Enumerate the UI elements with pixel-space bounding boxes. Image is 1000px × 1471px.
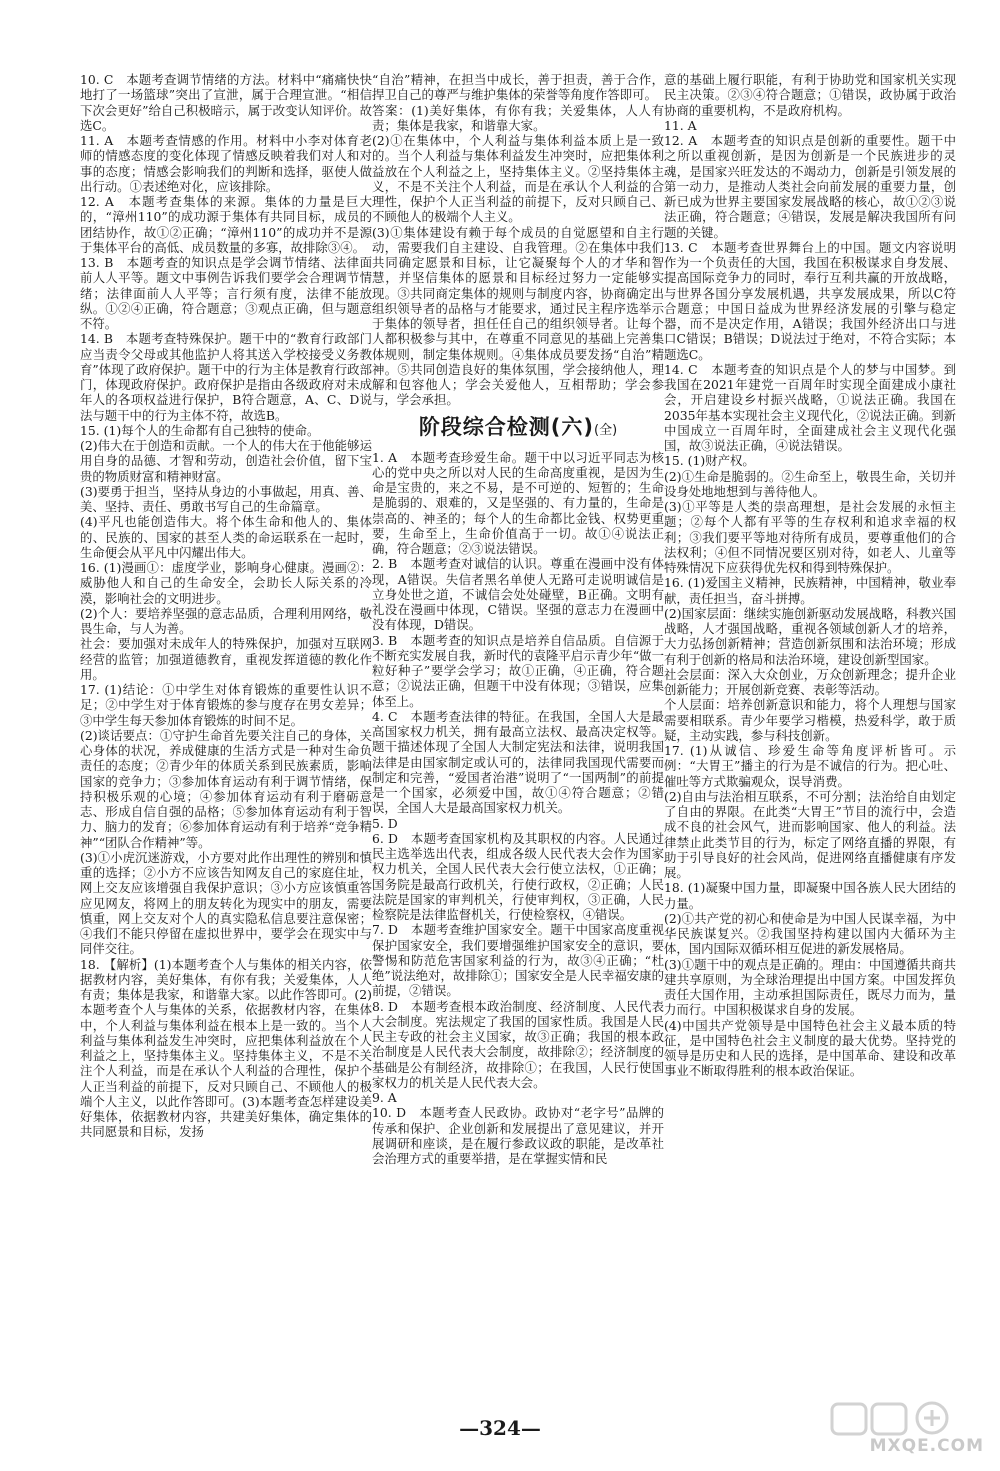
answer-item: (4)中国共产党领导是中国特色社会主义最本质的特征，是中国特色社会主义制度的最大优势。坚持党的领导是历史和人民的选择，是中国革命、建设和改革事业不断取得胜利的根本政治保证。	[664, 1017, 956, 1079]
answer-item: 5. D	[372, 815, 398, 831]
section-title: 阶段综合检测(六)	[418, 414, 595, 439]
answer-item: 13. C 本题考查世界舞台上的中国。题文内容说明作为一个负责任的大国，我国在积极谋求自身发展、提高国际竞争力的同时，奉行互利共赢的开放战略，与世界各国分享发展机遇，共享发展成果，所以C符合题意；中国日益成为世界经济发展的引擎与稳定器，而不是决定作用，A错误；我国外经济出口与进口C错误；B错误；D说法过于绝对，不符合实际；本题选C。	[664, 239, 956, 362]
answer-item: 1. A 本题考查珍爱生命。题干中以习近平同志为核心的党中央之所以对人民的生命高度重视，是因为生命是宝贵的，来之不易，是不可逆的、短暂的；生命是脆弱的、艰难的，又是坚强的、有力量的，生命是崇高的、神圣的；每个人的生命都比金钱、权势更重要，生命至上，生命价值高于一切。故①④说法正确，符合题意；②③说法错误。	[372, 449, 664, 556]
answer-item: (2)自由与法治相互联系，不可分割；法治给自由划定了自由的界限。在此类“大胃王”节目的流行中，会造成不良的社会风气，进而影响国家、他人的利益。法律禁止此类节目的行为，标定了网络直播的界限，有助于引导良好的社会风尚，促进网络直播健康有序发展。	[664, 788, 956, 880]
answer-item: (3)①题干中的观点是正确的。理由：中国遵循共商共建共享原则，为全球治理提出中国方案。中国发挥负责任大国作用，主动承担国际责任，既尽力而为，量力而行。中国积极谋求自身的发展。	[664, 956, 956, 1018]
watermark-logo	[820, 1398, 988, 1462]
answer-item: 意的基础上履行职能，有利于协助党和国家机关实现民主决策。②③④符合题意；①错误，政协属于政治协商的重要机构，不是政府机构。	[664, 72, 956, 118]
answer-item: 个人层面：培养创新意识和能力，将个人理想与国家需要相联系。青少年要学习楷模，热爱科学，敢于质疑，主动实践，参与科技创新。	[664, 697, 956, 743]
answer-item: (2)伟大在于创造和贡献。一个人的伟大在于他能够运用自身的品德、才智和劳动，创造社会价值，留下宝贵的物质财富和精神财富。	[80, 438, 372, 484]
answer-item: 13. B 本题考查的知识点是学会调节情绪、法律面前人人平等。题文中事例告诉我们要学会合理调节情绪；法律面前人人平等；言行须有度，法律不能放纵。①②④正确，符合题意；③观点正确，但与题意不符。	[80, 255, 372, 331]
answer-item: 16. (1)漫画①：虚度学业，影响身心健康。漫画②：威胁他人和自己的生命安全，会助长人际关系的冷漠，影响社会的文明进步。	[80, 560, 372, 606]
column-middle-bottom	[372, 450, 664, 1167]
answer-item: 10. C 本题考查调节情绪的方法。材料中“痛痛快快地打了一场篮球”突出了宣泄，属于合理宣泄。“相信下次会更好”给自己积极暗示，属于改变认知评价。故选C。	[80, 72, 372, 133]
answer-item: 4. C 本题考查法律的特征。在我国，全国人大是最高国家权力机关，拥有最高立法权、最高决定权等。题干描述体现了全国人大制定宪法和法律，说明我国法律是由国家制定或认可的，法律同我国现代需要而制定和完善，“爱国者治港”说明了“一国两制”的前提是一个国家，必须爱中国，故①④符合题意；②错误，全国人大是最高国家权力机关。	[372, 708, 664, 816]
column-left	[80, 72, 372, 1412]
answer-item: 2. B 本题考查对诚信的认识。尊重在漫画中没有体现，A错误。失信者黑名单使人无路可走说明诚信是立身处世之道，不诚信会处处碰壁，B正确。文明有礼没在漫画中体现，C错误。坚强的意志力在漫画中没有体现，D错误。	[372, 556, 664, 633]
answer-item: (2)①生命是脆弱的。②生命至上，敬畏生命，关切并设身处地地想到与善待他人。	[664, 468, 956, 499]
answer-item: 答案：(1)美好集体，有你有我；关爱集体，人人有责；集体是我家，和谐靠大家。	[372, 102, 664, 133]
answer-item: 7. D 本题考查维护国家安全。题干中国家高度重视保护国家安全，我们要增强维护国家安全的意识，要警惕和防范危害国家利益的行为，故③④正确；“杜绝”说法绝对，故排除①；国家安全是人民幸福安康的前提，②错误。	[372, 922, 664, 999]
column-middle	[372, 72, 664, 1412]
answer-item: 3. B 本题考查的知识点是培养自信品质。自信源于不断充实发展自我，新时代的袁隆平启示青少年“做一粒好种子”要学会学习；故①正确，④正确，符合题意；②说法正确，但题干中没有体现；③错误，应集体至上。	[372, 632, 664, 709]
answer-item: 17. (1)结论：①中学生对体育锻炼的重要性认识不足；②中学生对于体育锻炼的参与度存在男女差异；③中学生每天参加体育锻炼的时间不足。	[80, 682, 372, 728]
watermark-text: MXQE.COM	[869, 1436, 984, 1456]
answer-item: 12. A 本题考查的知识点是创新的重要性。题干中之所以重视创新，是因为创新是一个民族进步的灵魂，是国家兴旺发达的不竭动力，创新是引领发展的第一动力，是推动人类社会向前发展的重要力量，创新已成为世界主要国家发展战略的核心，故①②③说法正确，符合题意；④错误，发展是解决我国所有问题的关键。	[664, 133, 956, 240]
answer-item: (2)国家层面：继续实施创新驱动发展战略，科教兴国战略，人才强国战略，重视各领域创新人才的培养，大力弘扬创新精神；营造创新氛围和法治环境；形成有利于创新的格局和法治环境，建设创新型国家。	[664, 605, 956, 667]
section-subtitle: (全)	[594, 422, 618, 438]
answer-item: 10. D 本题考查人民政协。政协对“老字号”品牌的传承和保护、企业创新和发展提出了意见建议，并开展调研和座谈，是在履行参政议政的职能，是改革社会治理方式的重要举措，是在掌握实情和民	[372, 1105, 664, 1166]
answer-item: (2)谈话要点：①守护生命首先要关注自己的身体，关心身体的状况，养成健康的生活方式是一种对生命负责任的态度；②青少年的体质关系到民族素质，影响国家的竞争力；③参加体育运动有利于调节情绪，保持积极乐观的心境；④参加体育运动有利于磨砺意志、形成自信自强的品格；⑤参加体育运动有利于智力、脑力的发育；⑥参加体育运动有利于培养“竞争精神”“团队合作精神”等。	[80, 727, 372, 850]
answer-item: 18. 【解析】(1)本题考查个人与集体的相关内容，依据教材内容，美好集体，有你有我；关爱集体，人人有责；集体是我家，和谐靠大家。以此作答即可。(2)本题考查个人与集体的关系，依据教材内容，在集体中，个人利益与集体利益在根本上是一致的。当个人利益与集体利益发生冲突时，应把集体利益放在个人利益之上，坚持集体主义。坚持集体主义，不是不关注个人利益，而是在承认个人利益的合理性，保护个人正当利益的前提下，反对只顾自己、不顾他人的极端个人主义，以此作答即可。(3)本题考查怎样建设美好集体，依据教材内容，共建美好集体，确定集体的共同愿景和目标，发扬	[80, 956, 372, 1140]
answer-item: 11. A	[664, 117, 697, 133]
column-middle-top	[372, 72, 664, 408]
answer-item: 18. (1)凝聚中国力量，即凝聚中国各族人民大团结的力量。	[664, 880, 956, 911]
answer-item: 8. D 本题考查根本政治制度、经济制度、人民代表大会制度。宪法规定了我国的国家性质。我国是人民民主专政的社会主义国家，故③正确；我国的根本政治制度是人民代表大会制度，故排除②；经济制度的基础是公有制经济，故排除①；在我国，人民行使国家权力的机关是人民代表大会。	[372, 998, 664, 1090]
answer-item: 6. D 本题考查国家机构及其职权的内容。人民通过民主选举选出代表，组成各级人民代表大会作为国家权力机关，全国人民代表大会行使立法权，①正确；国务院是最高行政机关，行使行政权，②正确；人民法院是国家的审判机关，行使审判权，③正确，人民检察院是法律监督机关，行使检察权，④错误。	[372, 830, 664, 922]
answer-item: (3)要勇于担当，坚持从身边的小事做起，用真、善、美、坚持、责任、勇敢书写自己的生命篇章。	[80, 483, 372, 514]
column-right	[664, 72, 956, 1412]
answer-item: 17. (1)从诚信、珍爱生命等角度评析皆可。示例：“大胃王”播主的行为是不诚信的行为。把心吐、催吐等方式欺骗观众，误导消费。	[664, 743, 956, 789]
answer-item: 15. (1)财产权。	[664, 453, 755, 469]
answer-item: (2)个人：要培养坚强的意志品质，合理利用网络，敬畏生命，与人为善。	[80, 605, 372, 636]
answer-item: (3)①平等是人类的崇高理想，是社会发展的永恒主题；②每个人都有平等的生存权利和追求幸福的权利；③我们要平等地对待所有成员，要尊重他们的合法权利；④但不同情况要区别对待，如老人、儿童等特殊情况下应获得优先权和得到特殊保护。	[664, 499, 956, 575]
answer-item: (2)①在集体中，个人利益与集体利益本质上是一致的。当个人利益与集体利益发生冲突时，应把集体利益放在个人利益之上，坚持集体主义。②坚持集体主义，不是不关注个人利益，而是在承认个人利益的合理性，保护个人正当利益的前提下，反对只顾自己、不顾他人的极端个人主义。	[372, 133, 664, 225]
answer-item: 15. (1)每个人的生命都有自己独特的使命。	[80, 422, 320, 438]
answer-item: 社会层面：深入大众创业，万众创新理念；提升企业创新能力；开展创新竞赛、表彰等活动。	[664, 666, 956, 697]
section-heading	[372, 412, 664, 446]
answer-item: 11. A 本题考查情感的作用。材料中小李对体育老师的情感态度的变化体现了情感反映着我们对人和对事的态度；情感会影响我们的判断和选择，驱使人做出行动。①表述绝对化，应该排除。	[80, 133, 372, 194]
answer-item: 9. A	[372, 1090, 397, 1105]
answer-item: 14. B 本题考查特殊保护。题干中的“教育行政部门应当责令父母或其他监护人将其送入学校接受义务教育”体现了政府保护。题干中的行为主体是教育行政部门，体现政府保护。政府保护是指由各级政府对未成年人的各项权益进行保护，B符合题意，A、C、D说法与题干中的行为主体不符，故选B。	[80, 331, 372, 423]
answer-item: 社会：要加强对未成年人的特殊保护，加强对互联网经营的监管；加强道德教育，重视发挥道德的教化作用。	[80, 636, 372, 682]
answer-item: (2)①共产党的初心和使命是为中国人民谋幸福，为中华民族谋复兴。②我国坚持构建以国内大循环为主体，国内国际双循环相互促进的新发展格局。	[664, 910, 956, 957]
answer-item: 16. (1)爱国主义精神，民族精神，中国精神，敬业奉献，责任担当，奋斗拼搏。	[664, 575, 956, 606]
answer-item: (4)平凡也能创造伟大。将个体生命和他人的、集体的、民族的、国家的甚至人类的命运联系在一起时，生命便会从平凡中闪耀出伟大。	[80, 514, 372, 560]
page-number: —324—	[459, 1416, 541, 1440]
answer-item: (3)①小虎沉迷游戏，小方要对此作出理性的辨别和慎重的选择；②小方不应该告知网友自己的家庭住址，网上交友应该增强自我保护意识；③小方应该慎重答应见网友，将网上的朋友转化为现实中的朋友，需要慎重，网上交友对个人的真实隐私信息要注意保密；④我们不能只停留在虚拟世界中，要学会在现实中与同伴交往。	[80, 849, 372, 957]
answer-item: 12. A 本题考查集体的来源。集体的力量是巨大的，“漳州110”的成功源于集体有共同目标，成员的团结协作，故①②正确；“漳州110”的成功并不是源于集体平台的高低、成员数量的多寡，故排除③④。	[80, 194, 372, 255]
answer-item: 14. C 本题考查的知识点是个人的梦与中国梦。到我国在2021年建党一百周年时实现全面建成小康社会，开启建设乡村振兴战略，①说法正确。我国在2035年基本实现社会主义现代化，②说法正确。到新中国成立一百周年时，全面建成社会主义现代化强国，故③说法正确，④说法错误。	[664, 361, 956, 453]
answer-item: (3)①集体建设有赖于每个成员的自觉愿望和自主行动，需要我们自主建设、自我管理。②在集体中我们共同确定愿景和目标，让它凝聚每个人的才华和智慧，并坚信集体的愿景和目标经过努力一定能够实现。③共同商定集体的规则与制度内容，协商确定出组织领导者的品格与才能要求，通过民主程序选举示于集体的领导者，担任任自己的组织领导者。让每个人都积极参与其中，在尊重不同意见的基础上完善集体规则，制定集体规则。④集体成员要发扬“自治”精神。⑤共同创造良好的集体氛围，学会接纳他人，理解和包容他人；学会关爱他人，互相帮助；学会参与，学会承担。	[372, 224, 664, 408]
answer-item: “自治”精神，在担当中成长，善于担责，善于合作，捍卫自己的尊严与维护集体的荣誉等角度作答即可。	[372, 72, 664, 103]
